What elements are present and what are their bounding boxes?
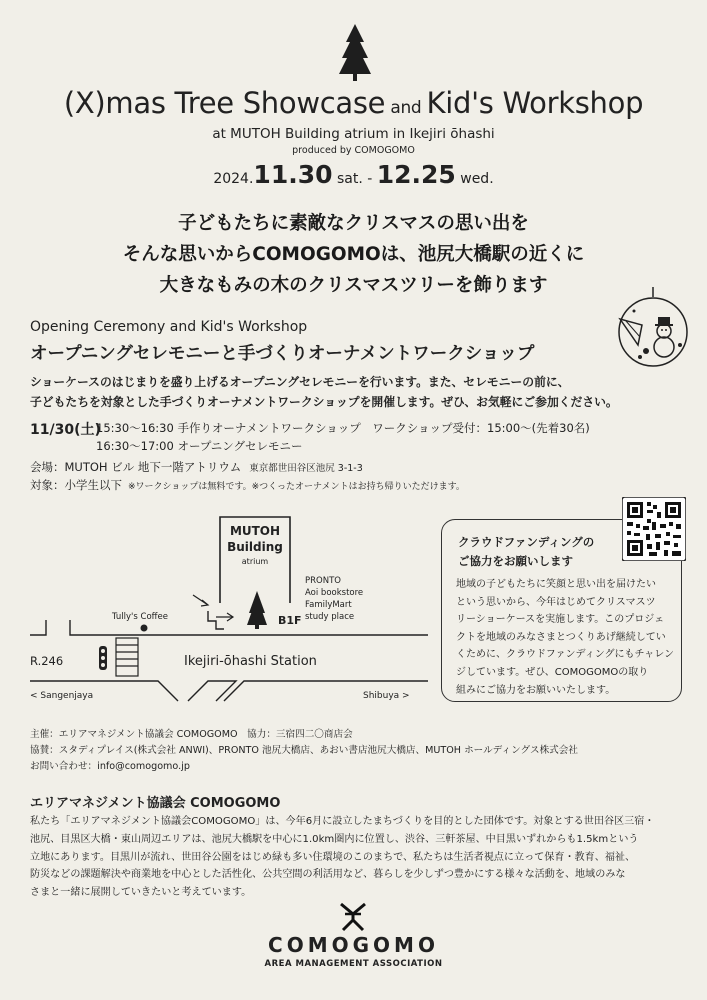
crowdfunding-title: クラウドファンディングの ご協力をお願いします — [458, 535, 595, 568]
map-tullys-marker — [141, 625, 148, 632]
logo-tagline: AREA MANAGEMENT ASSOCIATION — [264, 959, 443, 969]
event-date: 11/30(土) — [30, 422, 101, 438]
map-tullys-label: Tully's Coffee — [112, 612, 168, 622]
crowdfunding-body: 地域の子どもたちに笑顔と思い出を届けたい という思いから、今年はじめてクリスマスツ リーショーケースを実施します。このプロジェ クトを地域のみなさまとつくりあげ継続してい くために、クラウドファンディングにもチャレン ジしています。ぜひ、COMOGOMOの取り 組みにご協力をお願いいたします。 — [456, 579, 674, 696]
org-description: 私たち「エリアマネジメント協議会COMOGOMO」は、今年6月に設立したまちづくりを目的とした団体です。対象とする世田谷区三宿・ 池尻、目黒区大橋・東山周辺エリアは、池尻大橋駅を中心に1.0km圏内に位置し、渋谷、三軒茶屋、中目黒いずれからも1.5kmという 立地にあります。目黒川が流れ、世田谷公園をはじめ緑も多い住環境のこのまちで、私たちは生活者視点に立って保育・教育、福祉、 防災などの課題解決や商業地を中心とした活性化、公共空間の利活用など、暮らしを少しずつ豊かにする様々な活動を、地域のみな さまと一緒に展開していきたいと考えています。 — [30, 816, 655, 899]
page-title: (X)mas Tree Showcase and Kid's Workshop — [63, 86, 644, 120]
venue-address: 東京都世田谷区池尻 3-1-3 — [249, 463, 363, 474]
event-dates: 2024.11.30 sat. - 12.25 wed. — [213, 160, 494, 189]
map-shop-1: PRONTO — [305, 576, 341, 586]
credits — [30, 727, 578, 775]
event-description: ショーケースのはじまりを盛り上げるオープニングセレモニーを行います。また、セレモニーの前に、 子どもたちを対象とした手づくりオーナメントワークショップを開催します。ぜひ、お気軽にご参加ください。 — [30, 375, 618, 409]
qr-code[interactable] — [622, 497, 686, 561]
christmas-tree-icon — [338, 22, 372, 82]
produced-by: produced by COMOGOMO — [292, 145, 415, 156]
map-floor: B1F — [278, 614, 302, 627]
credits-organizer: 主催：エリアマネジメント協議会 COMOGOMO 協力：三宿四二〇商店会 — [30, 729, 353, 740]
ornament-snowman-icon — [612, 287, 694, 369]
lead-message: 子どもたちに素敵なクリスマスの思い出を そんな思いからCOMOGOMOは、池尻大橋駅の近くに 大きなもみの木のクリスマスツリーを飾ります — [122, 213, 585, 296]
map-building-name-1: MUTOH — [229, 524, 281, 538]
schedule-ceremony: 16:30～17:00 オープニングセレモニー — [96, 439, 303, 453]
map-shop-3: FamilyMart — [305, 600, 352, 610]
map-road-label: R.246 — [30, 654, 64, 668]
map-traffic-light-icon — [99, 646, 107, 670]
map-station-label: Ikejiri-ōhashi Station — [184, 654, 317, 669]
event-heading-en: Opening Ceremony and Kid's Workshop — [30, 319, 308, 335]
subtitle: at MUTOH Building atrium in Ikejiri ōhashi — [212, 126, 495, 142]
target-note: ※ワークショップは無料です。※つくったオーナメントはお持ち帰りいただけます。 — [128, 482, 465, 492]
map-shop-4: study place — [305, 612, 355, 622]
schedule-workshop: 15:30～16:30 手作りオーナメントワークショップ ワークショップ受付：15:00～(先着30名) — [96, 421, 590, 435]
access-map — [28, 515, 428, 705]
target-audience: 対象：小学生以下 ※ワークショップは無料です。※つくったオーナメントはお持ち帰りいただけます。 — [30, 478, 465, 492]
credits-sponsors: 協賛：スタディプレイス(株式会社 ANWI)、PRONTO 池尻大橋店、あおい書店池尻大橋店、MUTOH ホールディングス株式会社 — [30, 745, 578, 756]
map-building-name-2: Building — [227, 540, 283, 554]
comogomo-logo-icon — [337, 902, 369, 932]
org-title: エリアマネジメント協議会 COMOGOMO — [30, 796, 281, 811]
event-heading-jp: オープニングセレモニーと手づくりオーナメントワークショップ — [30, 344, 535, 364]
venue: 会場：MUTOH ビル 地下一階アトリウム 東京都世田谷区池尻 3-1-3 — [30, 460, 363, 474]
map-crosswalk — [116, 638, 138, 676]
map-building-atrium: atrium — [241, 557, 269, 566]
credits-contact: お問い合わせ：info@comogomo.jp — [30, 761, 190, 772]
map-tree-icon — [247, 591, 267, 629]
map-right-direction: Shibuya > — [363, 691, 410, 701]
map-left-direction: < Sangenjaya — [30, 691, 94, 701]
logo-name: COMOGOMO — [268, 933, 439, 957]
map-shop-2: Aoi bookstore — [305, 588, 364, 598]
